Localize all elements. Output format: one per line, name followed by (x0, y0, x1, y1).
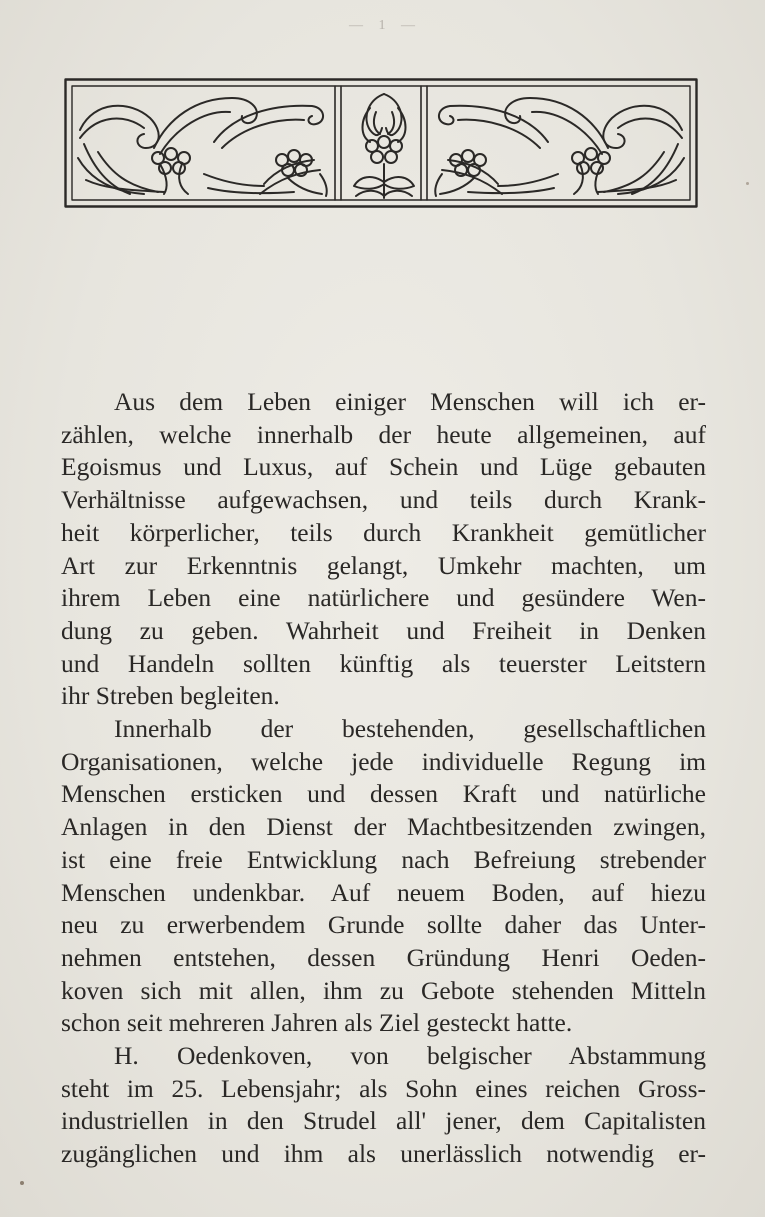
text-line: Menschen undenkbar. Auf neuem Boden, auf hiezu (61, 877, 706, 907)
text-line: zählen, welche innerhalb der heute allgemeinen, auf (61, 419, 706, 449)
text-line: zugänglichen und ihm als unerlässlich notwendig er- (61, 1139, 706, 1169)
paragraph (61, 713, 706, 1040)
text-line: nehmen entstehen, dessen Gründung Henri Oeden- (61, 942, 706, 972)
text-line: Egoismus und Luxus, auf Schein und Lüge gebauten (61, 452, 706, 482)
text-line: heit körperlicher, teils durch Krankheit gemütlicher (61, 517, 706, 547)
text-line: industriellen in den Strudel all' jener, dem Capitalisten (61, 1106, 706, 1136)
paper-speck (746, 182, 749, 185)
text-line: koven sich mit allen, ihm zu Gebote stehenden Mitteln (61, 975, 706, 1005)
text-line: Aus dem Leben einiger Menschen will ich er- (114, 387, 706, 416)
text-line: Art zur Erkenntnis gelangt, Umkehr machten, um (61, 550, 706, 580)
page-number: — 1 — (349, 18, 421, 33)
paragraph (61, 1040, 706, 1171)
paragraph (61, 386, 706, 713)
text-line: Verhältnisse aufgewachsen, und teils durch Krank- (61, 485, 706, 515)
text-line: neu zu erwerbendem Grunde sollte daher das Unter- (61, 910, 706, 940)
text-line: und Handeln sollten künftig als teuerster Leitstern (61, 648, 706, 678)
paper-speck (20, 1181, 24, 1185)
text-line: Anlagen in den Dienst der Machtbesitzenden zwingen, (61, 812, 706, 842)
text-line: steht im 25. Lebensjahr; als Sohn eines reichen Gross- (61, 1073, 706, 1103)
text-line: ihr Streben begleiten. (61, 681, 280, 711)
text-line: Menschen ersticken und dessen Kraft und natürliche (61, 779, 706, 809)
text-line: schon seit mehreren Jahren als Ziel gesteckt hatte. (61, 1008, 573, 1038)
art-nouveau-floral-headpiece-icon (64, 78, 698, 208)
text-line: Organisationen, welche jede individuelle Regung im (61, 746, 706, 776)
text-line: ist eine freie Entwicklung nach Befreiung strebender (61, 844, 706, 874)
body-text (61, 386, 706, 1171)
text-line: ihrem Leben eine natürlichere und gesündere Wen- (61, 583, 706, 613)
text-line: Innerhalb der bestehenden, gesellschaftlichen (114, 714, 706, 744)
text-line: H. Oedenkoven, von belgischer Abstammung (114, 1041, 706, 1071)
text-line: dung zu geben. Wahrheit und Freiheit in Denken (61, 615, 706, 645)
